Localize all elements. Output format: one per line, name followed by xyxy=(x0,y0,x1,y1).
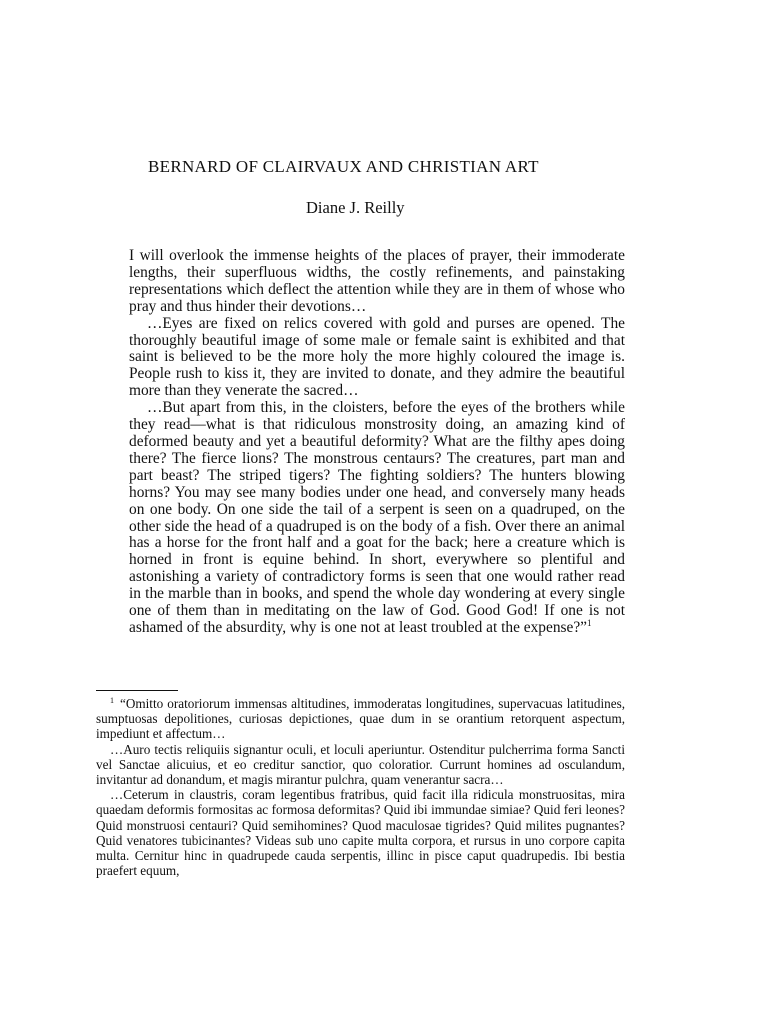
footnote-paragraph-1 xyxy=(96,696,625,742)
footnote-reference[interactable]: 1 xyxy=(587,617,592,628)
footnote-divider xyxy=(96,690,178,691)
quote-paragraph-1: I will overlook the immense heights of the places of prayer, their immoderate lengths, their superfluous widths, the costly refinements, and painstaking representations which deflect the attention while they are in them of whose who pray and thus hinder their devotions… xyxy=(129,247,625,315)
footnotes xyxy=(96,696,625,878)
quote-paragraph-3-text: …But apart from this, in the cloisters, before the eyes of the brothers while they read—what is that ridiculous monstrosity doing, an amazing kind of deformed beauty and yet a beautiful deformity? What are the filthy apes doing there? The fierce lions? The monstrous centaurs? The creatures, part man and part beast? The striped tigers? The fighting soldiers? The hunters blowing horns? You may see many bodies under one head, and conversely many heads on one body. On one side the tail of a serpent is seen on a quadruped, on the other side the head of a quadruped is on the body of a fish. Over there an animal has a horse for the front half and a goat for the back; here a creature which is horned in front is equine behind. In short, everywhere so plentiful and astonishing a variety of contradictory forms is seen that one would rather read in the marble than in books, and spend the whole day wondering at every single one of them than in meditating on the law of God. Good God! If one is not ashamed of the absurdity, why is one not at least troubled at the expense?” xyxy=(129,399,625,636)
chapter-title: BERNARD OF CLAIRVAUX AND CHRISTIAN ART xyxy=(148,157,539,176)
block-quote xyxy=(129,248,625,637)
footnote-paragraph-2: …Auro tectis reliquiis signantur oculi, et loculi aperiuntur. Ostenditur pulcherrima forma Sancti vel Sanctae alicuius, et eo creditur sanctior, quo coloratior. Currunt homines ad osculandum, invitantur ad donandum, et magis mirantur pulchra, quam venerantur sacra… xyxy=(96,741,625,788)
footnote-number: 1 xyxy=(110,696,114,705)
footnote-paragraph-3: …Ceterum in claustris, coram legentibus fratribus, quid facit illa ridicula monstruositas, mira quaedam deformis formositas ac formosa deformitas? Quid ibi immundae simiae? Quid feri leones? Quid monstruosi centauri? Quid semihomines? Quod maculosae tigrides? Quid milites pugnantes? Quid venatores tubicinantes? Videas sub uno capite multa corpora, et rursus in uno corpore capita multa. Cernitur hinc in quadrupede cauda serpentis, illinc in pisce caput quadrupedis. Ibi bestia praefert equum, xyxy=(96,787,625,879)
author-name: Diane J. Reilly xyxy=(306,198,405,217)
footnote-paragraph-1-text: “Omitto oratoriorum immensas altitudines, immoderatas longitudines, supervacuas latitudines, sumptuosas depolitiones, curiosas depictiones, quae dum in se orantium retorquent aspectum, impediunt et affectum… xyxy=(96,696,625,742)
quote-paragraph-2: …Eyes are fixed on relics covered with gold and purses are opened. The thoroughly beautiful image of some male or female saint is exhibited and that saint is believed to be the more holy the more highly coloured the image is. People rush to kiss it, they are invited to donate, and they admire the beautiful more than they venerate the sacred… xyxy=(129,314,625,400)
quote-paragraph-3 xyxy=(129,400,625,637)
